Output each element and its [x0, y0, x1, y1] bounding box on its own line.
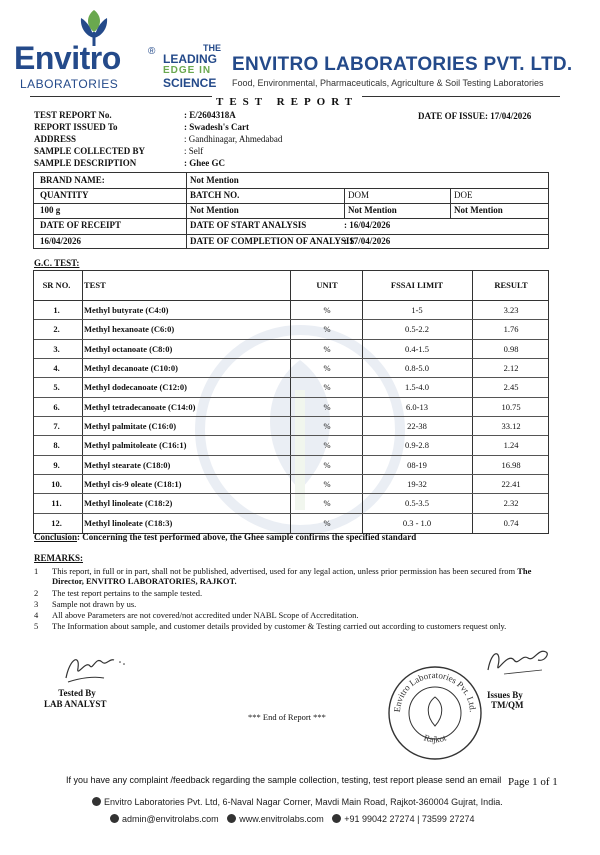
dom-label: DOM: [348, 190, 370, 200]
company-stamp-icon: [386, 664, 484, 762]
remark-1: 1 This report, in full or in part, shall not be published, advertised, used for any legal action, unless prior permission has been secured from The Director, ENVITRO LABORATORIES, RAJKOT.: [34, 566, 532, 586]
start-analysis-label: DATE OF START ANALYSIS: [190, 220, 307, 230]
quantity-value: 100 g: [40, 205, 61, 215]
header-sr-no: SR NO.: [42, 280, 71, 291]
brand-name-value: Not Mention: [190, 175, 239, 185]
batch-label: BATCH NO.: [190, 190, 240, 200]
remark-4: 4 All above Parameters are not covered/not accredited under NABL Scope of Accreditation.: [34, 610, 359, 620]
row-result: 16.98: [501, 459, 521, 470]
remark-2: 2 The test report pertains to the sample tested.: [34, 588, 203, 598]
row-test-name: Methyl palmitate (C16:0): [84, 420, 177, 431]
tagline-science: SCIENCE: [163, 76, 217, 90]
row-unit: %: [323, 362, 331, 373]
table-row: [34, 359, 548, 378]
analyst-signature: [60, 648, 130, 686]
row-test-name: Methyl tetradecanoate (C14:0): [84, 401, 196, 412]
batch-value: Not Mention: [190, 205, 239, 215]
row-unit: %: [323, 343, 331, 354]
globe-icon: [227, 814, 236, 823]
quantity-label: QUANTITY: [40, 190, 89, 200]
lab-analyst-label: LAB ANALYST: [44, 699, 107, 709]
row-sr-no: 1.: [53, 304, 60, 315]
row-sr-no: 9.: [53, 459, 60, 470]
row-fssai-limit: 22-38: [407, 420, 427, 431]
tagline-edge: EDGE IN: [163, 65, 212, 76]
table-row: [34, 398, 548, 417]
complaint-note: If you have any complaint /feedback regarding the sample collection, testing, test report please send an email: [66, 775, 502, 785]
doe-value: Not Mention: [454, 205, 503, 215]
gc-test-title: G.C. TEST:: [34, 258, 80, 268]
row-test-name: Methyl octanoate (C8:0): [84, 343, 173, 354]
row-unit: %: [323, 304, 331, 315]
row-result: 3.23: [503, 304, 519, 315]
header-test: TEST: [84, 280, 106, 291]
row-result: 33.12: [501, 420, 521, 431]
footer-contacts: [104, 814, 474, 824]
conclusion-text: : Concerning the test performed above, the Ghee sample confirms the specified standard: [77, 532, 417, 542]
tmqm-signature: [484, 640, 554, 678]
row-test-name: Methyl stearate (C18:0): [84, 459, 171, 470]
svg-text:Envitro Laboratories Pvt. Ltd.: Envitro Laboratories Pvt. Ltd.: [391, 669, 479, 713]
row-test-name: Methyl butyrate (C4:0): [84, 304, 169, 315]
brand-name-label: BRAND NAME:: [40, 175, 105, 185]
company-name: ENVITRO LABORATORIES PVT. LTD.: [232, 54, 573, 75]
row-unit: %: [323, 498, 331, 509]
row-result: 22.41: [501, 478, 521, 489]
doe-label: DOE: [454, 190, 473, 200]
table-row: [34, 494, 548, 513]
row-fssai-limit: 0.8-5.0: [404, 362, 430, 373]
row-fssai-limit: 0.5-3.5: [404, 498, 430, 509]
footer-phone: +91 99042 27274 | 73599 27274: [344, 814, 475, 824]
collected-by-label: SAMPLE COLLECTED BY: [34, 146, 146, 156]
date-of-issue: DATE OF ISSUE: 17/04/2026: [418, 111, 532, 121]
row-sr-no: 4.: [53, 362, 60, 373]
row-unit: %: [323, 518, 331, 529]
row-result: 2.32: [503, 498, 519, 509]
row-fssai-limit: 0.5-2.2: [404, 324, 430, 335]
row-result: 0.98: [503, 343, 519, 354]
report-no-value: : E/2604318A: [184, 110, 236, 120]
report-title: TEST REPORT: [212, 96, 362, 108]
footer-address: Envitro Laboratories Pvt. Ltd, 6-Naval Nagar Corner, Mavdi Main Road, Rajkot-360004 Gujrat, India.: [86, 797, 503, 807]
end-of-report: *** End of Report ***: [248, 712, 326, 722]
header-unit: UNIT: [316, 280, 338, 291]
row-fssai-limit: 0.9-2.8: [404, 440, 430, 451]
completion-label: DATE OF COMPLETION OF ANALYSIS: [190, 236, 355, 246]
row-test-name: Methyl hexanoate (C6:0): [84, 324, 175, 335]
registered-mark: ®: [148, 46, 156, 57]
row-sr-no: 7.: [53, 420, 60, 431]
footer-website[interactable]: www.envitrolabs.com: [239, 814, 324, 824]
row-fssai-limit: 6.0-13: [406, 401, 428, 412]
report-no-label: TEST REPORT No.: [34, 110, 112, 120]
row-unit: %: [323, 420, 331, 431]
table-row: [34, 301, 548, 320]
table-row: [34, 475, 548, 494]
header-result: RESULT: [494, 280, 528, 291]
row-sr-no: 10.: [51, 478, 62, 489]
remarks-title: REMARKS:: [34, 553, 83, 563]
row-sr-no: 2.: [53, 324, 60, 335]
svg-text:Rajkot: Rajkot: [422, 732, 448, 745]
row-result: 1.76: [503, 324, 519, 335]
row-test-name: Methyl decanoate (C10:0): [84, 362, 178, 373]
issued-to-value: : Swadesh's Cart: [184, 122, 250, 132]
tagline-the: THE: [203, 43, 221, 53]
gc-table-header: [34, 271, 548, 301]
tagline-leading: LEADING: [163, 52, 217, 66]
row-unit: %: [323, 401, 331, 412]
remark-5: 5 The Information about sample, and customer details provided by customer & Testing carried out according to customers request only.: [34, 621, 507, 631]
row-sr-no: 6.: [53, 401, 60, 412]
start-analysis-value: : 16/04/2026: [344, 220, 391, 230]
brand-wordmark: Envitro: [14, 40, 121, 76]
tested-by-label: Tested By: [58, 688, 96, 698]
row-result: 10.75: [501, 401, 521, 412]
footer-email[interactable]: admin@envitrolabs.com: [122, 814, 219, 824]
gc-test-table: [33, 270, 549, 534]
conclusion: [34, 532, 416, 542]
row-test-name: Methyl linoleate (C18:2): [84, 498, 173, 509]
row-test-name: Methyl dodecanoate (C12:0): [84, 382, 187, 393]
phone-icon: [332, 814, 341, 823]
completion-value: : 17/04/2026: [344, 236, 391, 246]
page-number: Page 1 of 1: [508, 776, 558, 788]
sample-details-grid: [33, 172, 549, 249]
remark-3: 3 Sample not drawn by us.: [34, 599, 137, 609]
row-result: 0.74: [503, 518, 519, 529]
row-sr-no: 12.: [51, 518, 62, 529]
location-icon: [92, 797, 101, 806]
row-result: 2.45: [503, 382, 519, 393]
row-result: 2.12: [503, 362, 519, 373]
issued-to-label: REPORT ISSUED To: [34, 122, 118, 132]
row-test-name: Methyl palmitoleate (C16:1): [84, 440, 187, 451]
row-unit: %: [323, 459, 331, 470]
company-subtitle: Food, Environmental, Pharmaceuticals, Agriculture & Soil Testing Laboratories: [232, 78, 544, 88]
row-unit: %: [323, 324, 331, 335]
brand-subtitle: LABORATORIES: [20, 77, 119, 91]
row-fssai-limit: 1.5-4.0: [404, 382, 430, 393]
address-label: ADDRESS: [34, 134, 77, 144]
conclusion-label: Conclusion: [34, 532, 78, 542]
receipt-date-label: DATE OF RECEIPT: [40, 220, 122, 230]
email-icon: [110, 814, 119, 823]
table-row: [34, 514, 548, 533]
table-row: [34, 456, 548, 475]
table-row: [34, 417, 548, 436]
dom-value: Not Mention: [348, 205, 397, 215]
issues-by-label: Issues By TM/QM: [487, 690, 524, 710]
row-fssai-limit: 1-5: [411, 304, 423, 315]
row-test-name: Methyl linoleate (C18:3): [84, 518, 173, 529]
receipt-date-value: 16/04/2026: [40, 236, 82, 246]
row-unit: %: [323, 440, 331, 451]
row-sr-no: 11.: [51, 498, 62, 509]
row-sr-no: 5.: [53, 382, 60, 393]
collected-by-value: : Self: [184, 146, 204, 156]
sample-description-value: : Ghee GC: [184, 158, 225, 168]
row-fssai-limit: 0.3 - 1.0: [402, 518, 432, 529]
sample-description-label: SAMPLE DESCRIPTION: [34, 158, 137, 168]
row-sr-no: 8.: [53, 440, 60, 451]
row-unit: %: [323, 478, 331, 489]
row-result: 1.24: [503, 440, 519, 451]
table-row: [34, 340, 548, 359]
table-row: [34, 436, 548, 455]
address-value: : Gandhinagar, Ahmedabad: [184, 134, 283, 144]
row-fssai-limit: 08-19: [407, 459, 427, 470]
row-unit: %: [323, 382, 331, 393]
row-fssai-limit: 0.4-1.5: [404, 343, 430, 354]
table-row: [34, 378, 548, 397]
row-test-name: Methyl cis-9 oleate (C18:1): [84, 478, 182, 489]
header-fssai-limit: FSSAI LIMIT: [390, 280, 444, 291]
table-row: [34, 320, 548, 339]
row-sr-no: 3.: [53, 343, 60, 354]
row-fssai-limit: 19-32: [407, 478, 427, 489]
